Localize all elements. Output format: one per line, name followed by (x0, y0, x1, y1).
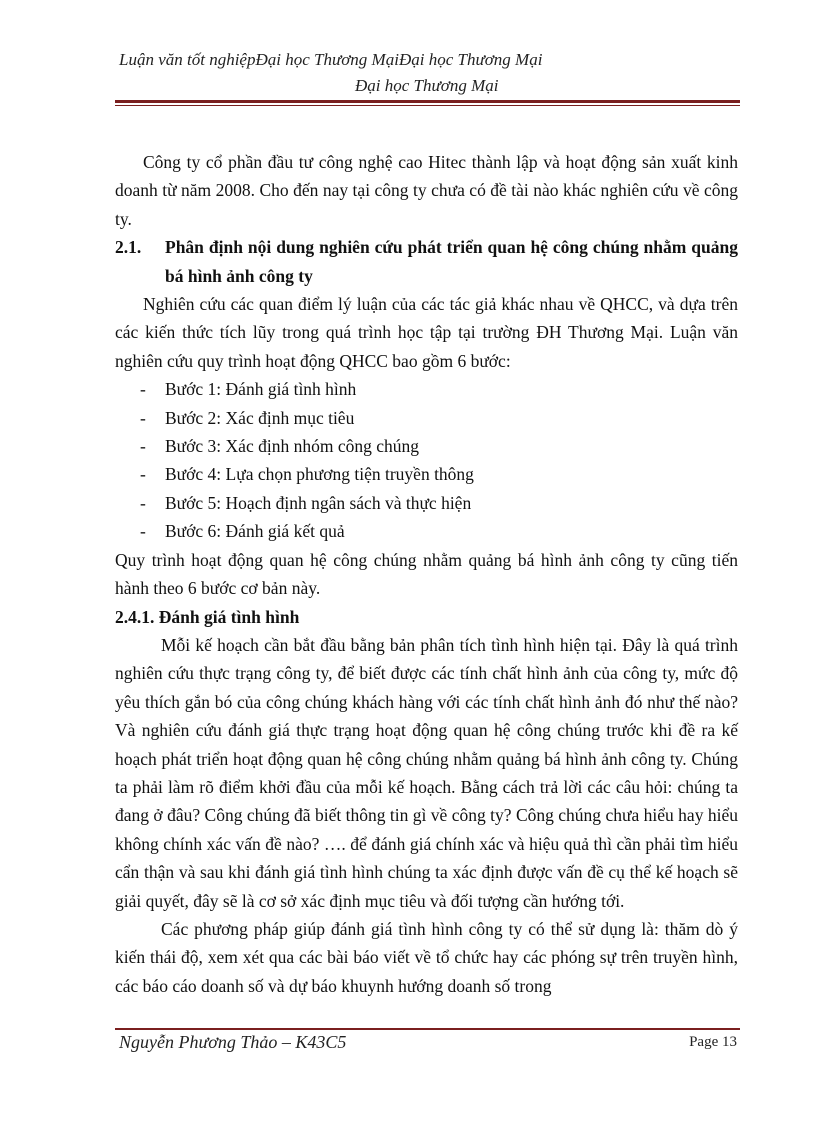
list-item (115, 489, 738, 517)
assessment-paragraph-2: Các phương pháp giúp đánh giá tình hình công ty có thể sử dụng là: thăm dò ý kiến thái độ, xem xét qua các bài báo viết về tổ chức hay các phóng sự trên truyền hình, các báo cáo doanh số và dự báo khuynh hướng doanh số trong (115, 918, 738, 996)
list-dash: - (140, 521, 146, 542)
steps-list (115, 375, 738, 545)
list-item (115, 517, 738, 545)
step-text: Bước 3: Xác định nhóm công chúng (165, 436, 419, 457)
step-text: Bước 1: Đánh giá tình hình (165, 379, 357, 400)
page-number: Page 13 (689, 1034, 737, 1050)
header-title-line2: Đại học Thương Mại (355, 76, 499, 95)
header-divider-thin (115, 105, 740, 106)
step-text: Bước 4: Lựa chọn phương tiện truyền thông (165, 464, 474, 485)
assessment-paragraph-1: Mỗi kế hoạch cần bắt đầu bằng bản phân tích tình hình hiện tại. Đây là quá trình nghiên cứu thực trạng công ty, để biết được các tính chất hình ảnh của công ty, mức độ yêu thích gắn bó của công chúng khách hàng với các tính chất hình ảnh đó như thế nào? Và nghiên cứu đánh giá thực trạng hoạt động quan hệ công chúng trước khi đề ra kế hoạch phát triển hoạt động quan hệ công chúng nhằm quảng bá hình ảnh công ty. Chúng ta phải làm rõ điểm khởi đầu của mỗi kế hoạch. Bằng cách trả lời các câu hỏi: chúng ta đang ở đâu? Công chúng đã biết thông tin gì về công ty? Công chúng chưa hiểu hay hiểu không chính xác vấn đề nào? …. để đánh giá chính xác và hiệu quả thì cần phải tìm hiểu cẩn thận và sau khi đánh giá tình hình chúng ta xác định được vấn đề cụ thể kế hoạch sẽ giải quyết, đây sẽ là cơ sở xác định mục tiêu và đối tượng cần hướng tới. (115, 634, 738, 911)
section-heading (115, 233, 738, 290)
footer-divider (115, 1028, 740, 1030)
list-dash: - (140, 379, 146, 400)
list-item (115, 404, 738, 432)
list-dash: - (140, 492, 146, 513)
header-divider-thick (115, 100, 740, 103)
research-paragraph: Nghiên cứu các quan điểm lý luận của các tác giả khác nhau về QHCC, và dựa trên các kiến thức tích lũy trong quá trình học tập tại trường ĐH Thương Mại. Luận văn nghiên cứu quy trình hoạt động QHCC bao gồm 6 bước: (115, 294, 738, 371)
list-item (115, 375, 738, 403)
section-title: Phân định nội dung nghiên cứu phát triển quan hệ công chúng nhằm quảng bá hình ảnh công ty (165, 237, 738, 286)
list-dash: - (140, 436, 146, 457)
intro-paragraph: Công ty cổ phần đầu tư công nghệ cao Hitec thành lập và hoạt động sản xuất kinh doanh từ năm 2008. Cho đến nay tại công ty chưa có đề tài nào khác nghiên cứu về công ty. (115, 152, 738, 229)
list-item (115, 432, 738, 460)
process-paragraph: Quy trình hoạt động quan hệ công chúng nhằm quảng bá hình ảnh công ty cũng tiến hành theo 6 bước cơ bản này. (115, 549, 738, 599)
list-dash: - (140, 464, 146, 485)
header-title-line1: Luận văn tốt nghiệpĐại học Thương MạiĐại học Thương Mại (119, 50, 543, 69)
list-dash: - (140, 407, 146, 428)
section-number: 2.1. (115, 237, 142, 258)
subsection-heading: 2.4.1. Đánh giá tình hình (115, 606, 300, 627)
step-text: Bước 2: Xác định mục tiêu (165, 407, 355, 428)
page-body (115, 148, 738, 1000)
step-text: Bước 6: Đánh giá kết quả (165, 521, 345, 542)
footer-author: Nguyễn Phương Thảo – K43C5 (119, 1032, 347, 1052)
step-text: Bước 5: Hoạch định ngân sách và thực hiện (165, 492, 472, 513)
list-item (115, 460, 738, 488)
